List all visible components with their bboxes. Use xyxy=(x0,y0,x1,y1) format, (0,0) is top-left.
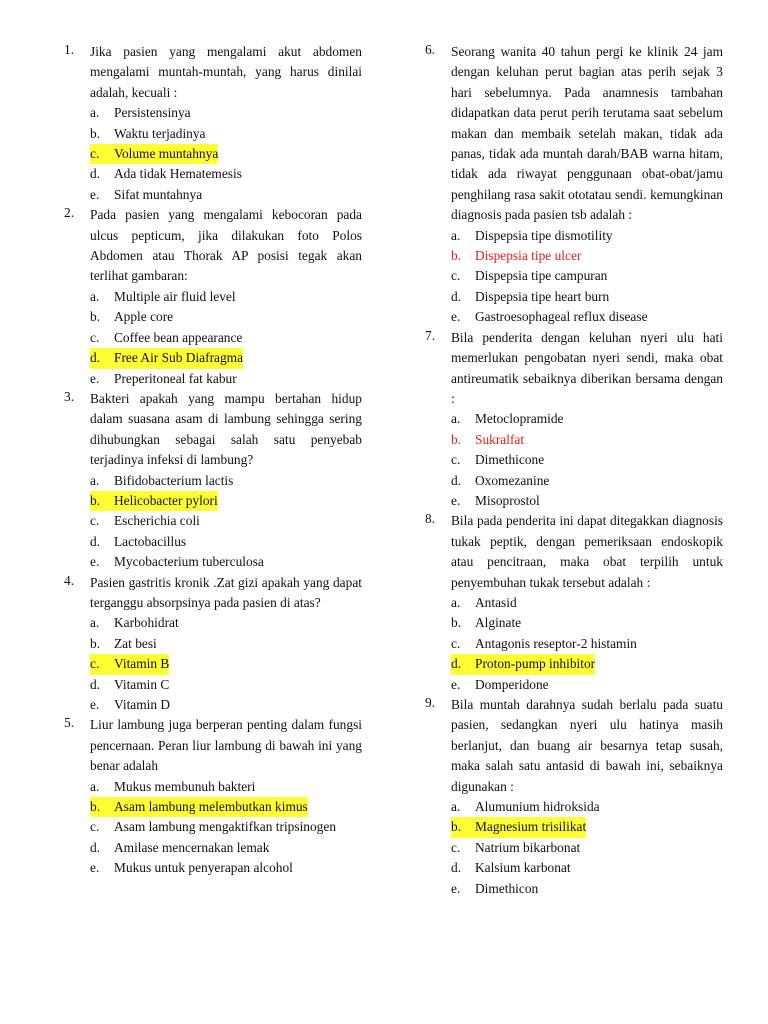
answer-option xyxy=(90,817,362,837)
answer-option xyxy=(90,511,362,531)
option-text: Preperitoneal fat kabur xyxy=(114,370,237,386)
option-text: Sukralfat xyxy=(475,431,525,447)
option-letter: e. xyxy=(90,554,100,570)
option-letter: e. xyxy=(90,186,100,202)
option-letter: b. xyxy=(90,635,101,651)
option-letter: e. xyxy=(90,697,100,712)
option-letter: c. xyxy=(451,268,461,284)
answer-option xyxy=(451,491,723,511)
option-text: Coffee bean appearance xyxy=(114,329,243,345)
option-letter: e. xyxy=(451,492,461,508)
option-text: Sifat muntahnya xyxy=(114,186,203,202)
answer-option xyxy=(90,838,362,858)
option-text: Multiple air fluid level xyxy=(114,288,236,304)
answer-option xyxy=(90,185,362,205)
answer-option xyxy=(90,103,362,123)
option-letter: b. xyxy=(451,431,462,447)
option-letter: d. xyxy=(90,350,101,366)
question-number: 6. xyxy=(425,42,436,57)
answer-option-highlighted xyxy=(90,348,243,368)
option-text: Dispepsia tipe ulcer xyxy=(475,248,582,264)
option-letter: c. xyxy=(90,146,100,162)
option-text: Mukus untuk penyerapan alcohol xyxy=(114,860,293,876)
option-text: Asam lambung mengaktifkan tripsinogen xyxy=(114,819,337,835)
option-text: Dimethicone xyxy=(475,452,545,468)
question-number: 3. xyxy=(64,388,75,404)
answer-option xyxy=(90,613,362,633)
answer-option xyxy=(90,634,362,654)
option-text: Ada tidak Hematemesis xyxy=(114,166,242,182)
answer-option xyxy=(90,369,362,389)
answer-option-marked-red xyxy=(451,430,723,450)
option-text: Zat besi xyxy=(114,635,157,651)
answer-option xyxy=(451,858,723,878)
answer-option xyxy=(451,797,723,817)
option-letter: c. xyxy=(90,513,100,529)
question-text: Pasien gastritis kronik .Zat gizi apakah yang dapat terganggu absorpsinya pada pasien di atas? xyxy=(90,574,362,610)
option-text: Free Air Sub Diafragma xyxy=(114,350,244,366)
answer-option xyxy=(451,675,723,695)
option-text: Alginate xyxy=(475,615,522,631)
option-letter: a. xyxy=(90,105,100,121)
option-letter: c. xyxy=(90,329,100,345)
answer-option xyxy=(451,450,723,470)
option-text: Waktu terjadinya xyxy=(114,125,206,141)
question-text: Bakteri apakah yang mampu bertahan hidup dalam suasana asam di lambung sehingga sering dihubungkan sebagai salah satu penyebab terjadinya infeksi di lambung? xyxy=(90,390,362,468)
option-text: Metoclopramide xyxy=(475,411,564,427)
question-text: Seorang wanita 40 tahun pergi ke klinik 24 jam dengan keluhan perut bagian atas perih sejak 3 hari sebelumnya. Pada anamnesis tambahan didapatkan data perut perih terutama saat sebelum makan dan membaik setelah makan, tidak ada panas, tidak ada muntah darah/BAB warna hitam, tidak ada riwayat penggunaan obat-obat/jamu penghilang rasa sakit ototatau sendi. kemungkinan diagnosis pada pasien tsb adalah : xyxy=(451,44,723,223)
answer-option-highlighted xyxy=(90,797,308,817)
left-column xyxy=(64,42,362,879)
option-letter: b. xyxy=(451,819,462,835)
answer-option xyxy=(451,838,723,858)
answer-option-highlighted xyxy=(90,654,169,674)
answer-option xyxy=(451,287,723,307)
option-letter: e. xyxy=(451,676,461,692)
option-text: Persistensinya xyxy=(114,105,191,121)
question-text: Pada pasien yang mengalami kebocoran pada ulcus pepticum, jika dilakukan foto Polos Abdomen atau Thorak AP posisi tegak akan terlihat gambaran: xyxy=(90,207,362,284)
option-text: Dispepsia tipe dismotility xyxy=(475,227,613,243)
option-text: Antasid xyxy=(475,594,517,610)
option-letter: a. xyxy=(451,411,461,427)
answer-option xyxy=(451,409,723,429)
option-text: Dimethicon xyxy=(475,880,539,896)
option-letter: e. xyxy=(451,309,461,325)
option-letter: c. xyxy=(451,452,461,468)
answer-option-highlighted xyxy=(451,817,586,837)
right-column xyxy=(425,42,723,899)
question-text: Bila pada penderita ini dapat ditegakkan diagnosis tukak peptik, dengan pemeriksaan endoskopik atau pencitraan, maka obat terpilih untuk penyembuhan tukak tersebut adalah : xyxy=(451,513,723,590)
answer-option xyxy=(90,532,362,552)
option-text: Vitamin C xyxy=(114,676,170,692)
option-text: Dispepsia tipe heart burn xyxy=(475,288,610,304)
question-item xyxy=(64,42,362,205)
question-number: 2. xyxy=(64,205,75,221)
answer-option xyxy=(90,307,362,327)
question-text: Bila penderita dengan keluhan nyeri ulu hati memerlukan pengobatan nyeri sendi, maka obat antireumatik sebaiknya diberikan bersama dengan : xyxy=(451,329,723,406)
option-letter: c. xyxy=(90,656,100,672)
option-text: Bifidobacterium lactis xyxy=(114,472,234,488)
option-text: Oxomezanine xyxy=(475,472,550,488)
option-letter: d. xyxy=(451,472,462,488)
option-letter: c. xyxy=(451,635,461,651)
answer-option xyxy=(451,266,723,286)
answer-option-highlighted xyxy=(451,654,595,674)
option-letter: e. xyxy=(90,370,100,386)
question-item xyxy=(64,389,362,573)
option-letter: d. xyxy=(90,533,101,549)
option-letter: d. xyxy=(90,676,101,692)
option-text: Natrium bikarbonat xyxy=(475,839,581,855)
question-number: 9. xyxy=(425,695,436,710)
option-letter: a. xyxy=(451,799,461,815)
option-letter: e. xyxy=(451,880,461,896)
option-letter: b. xyxy=(90,309,101,325)
option-text: Karbohidrat xyxy=(114,615,179,631)
option-letter: d. xyxy=(90,166,101,182)
answer-option xyxy=(90,695,362,715)
question-item xyxy=(64,205,362,389)
option-text: Mukus membunuh bakteri xyxy=(114,778,256,794)
option-letter: a. xyxy=(451,594,461,610)
option-text: Alumunium hidroksida xyxy=(475,799,600,815)
question-text: Liur lambung juga berperan penting dalam fungsi pencernaan. Peran liur lambung di bawah ini yang benar adalah xyxy=(90,717,362,774)
option-text: Misoprostol xyxy=(475,492,540,508)
option-text: Dispepsia tipe campuran xyxy=(475,268,608,284)
option-text: Asam lambung melembutkan kimus xyxy=(114,799,308,815)
answer-option xyxy=(90,287,362,307)
option-text: Lactobacillus xyxy=(114,533,187,549)
option-text: Volume muntahnya xyxy=(114,146,219,162)
option-text: Amilase mencernakan lemak xyxy=(114,839,270,855)
answer-option xyxy=(90,124,362,144)
answer-option xyxy=(451,613,723,633)
option-letter: c. xyxy=(90,819,100,835)
question-number: 4. xyxy=(64,572,75,588)
option-letter: b. xyxy=(90,799,101,815)
answer-option-highlighted xyxy=(90,144,218,164)
option-text: Vitamin B xyxy=(114,656,170,672)
option-letter: b. xyxy=(90,492,101,508)
option-text: Mycobacterium tuberculosa xyxy=(114,554,264,570)
question-number: 7. xyxy=(425,327,436,343)
option-letter: d. xyxy=(451,860,462,876)
option-text: Gastroesophageal reflux disease xyxy=(475,309,648,325)
option-text: Magnesium trisilikat xyxy=(475,819,587,835)
option-letter: b. xyxy=(451,615,462,631)
option-text: Kalsium karbonat xyxy=(475,860,571,876)
question-text: Jika pasien yang mengalami akut abdomen mengalami muntah-muntah, yang harus dinilai adalah, kecuali : xyxy=(90,44,362,100)
question-item xyxy=(425,328,723,512)
option-text: Vitamin D xyxy=(114,697,171,712)
option-letter: a. xyxy=(90,615,100,631)
question-item xyxy=(64,573,362,716)
question-item xyxy=(425,42,723,328)
option-text: Apple core xyxy=(114,309,174,325)
question-number: 5. xyxy=(64,715,75,731)
option-text: Domperidone xyxy=(475,676,549,692)
option-text: Escherichia coli xyxy=(114,513,200,529)
answer-option-highlighted xyxy=(90,491,218,511)
answer-option xyxy=(451,307,723,327)
answer-option xyxy=(90,675,362,695)
answer-option xyxy=(451,593,723,613)
option-letter: d. xyxy=(451,656,462,672)
answer-option xyxy=(451,226,723,246)
option-letter: e. xyxy=(90,860,100,876)
option-letter: a. xyxy=(90,778,100,794)
option-letter: a. xyxy=(90,472,100,488)
option-text: Antagonis reseptor-2 histamin xyxy=(475,635,637,651)
answer-option xyxy=(90,552,362,572)
question-item xyxy=(425,511,723,695)
answer-option xyxy=(90,777,362,797)
answer-option xyxy=(451,471,723,491)
option-text: Helicobacter pylori xyxy=(114,492,218,508)
answer-option xyxy=(90,164,362,184)
question-text: Bila muntah darahnya sudah berlalu pada suatu pasien, sedangkan nyeri ulu hatinya masih berlanjut, dan buang air besarnya tetap susah, maka salah satu antasid di bawah ini, sebaiknya digunakan : xyxy=(451,697,723,794)
option-text: Proton-pump inhibitor xyxy=(475,656,596,672)
answer-option-marked-red xyxy=(451,246,723,266)
question-item xyxy=(425,695,723,899)
answer-option xyxy=(451,879,723,899)
option-letter: b. xyxy=(451,248,462,264)
question-number: 1. xyxy=(64,42,75,57)
option-letter: a. xyxy=(90,288,100,304)
answer-option xyxy=(90,471,362,491)
option-letter: a. xyxy=(451,227,461,243)
answer-option xyxy=(90,328,362,348)
question-item xyxy=(64,715,362,878)
option-letter: c. xyxy=(451,839,461,855)
option-letter: b. xyxy=(90,125,101,141)
answer-option xyxy=(451,634,723,654)
option-letter: d. xyxy=(451,288,462,304)
answer-option xyxy=(90,858,362,878)
option-letter: d. xyxy=(90,839,101,855)
question-number: 8. xyxy=(425,511,436,527)
